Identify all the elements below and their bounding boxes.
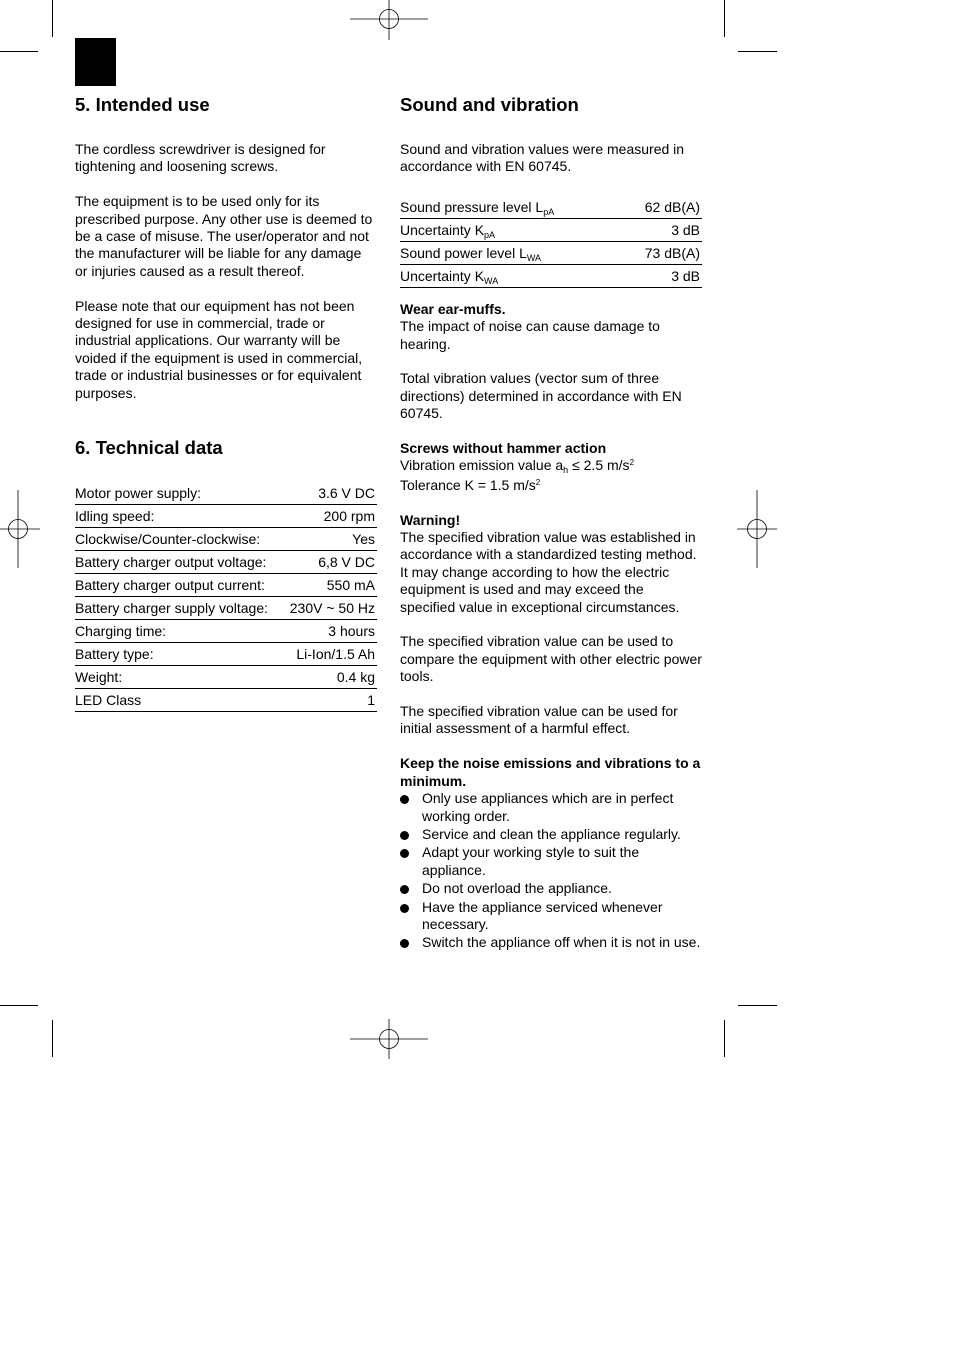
warning-heading: Warning!	[400, 511, 461, 528]
bullet-icon	[400, 904, 409, 913]
spec-label: LED Class	[75, 689, 283, 712]
spec-value: 6,8 V DC	[283, 551, 377, 574]
spec-label: Battery type:	[75, 643, 283, 666]
language-tab-block	[75, 38, 116, 86]
spec-value: 200 rpm	[283, 505, 377, 528]
list-item: Have the appliance serviced whenever necessary.	[400, 899, 702, 934]
left-column	[75, 93, 377, 712]
table-row	[75, 505, 377, 528]
sound-label: Uncertainty $K_{WA}$	[400, 264, 620, 287]
crop-mark	[0, 1005, 38, 1006]
crop-mark	[738, 1005, 777, 1006]
table-row	[400, 241, 702, 264]
list-item: Only use appliances which are in perfect working order.	[400, 790, 702, 825]
registration-mark-icon	[737, 490, 777, 568]
warning-paragraph: The specified vibration value was established in accordance with a standardized testing method. It may change according to how the electric equipment is used and may exceed the specified value in exceptional circumstances.	[400, 529, 697, 615]
table-row	[75, 597, 377, 620]
technical-data-table	[75, 482, 377, 712]
spec-label: Motor power supply:	[75, 482, 283, 505]
crop-mark	[0, 51, 38, 52]
spec-label: Battery charger output voltage:	[75, 551, 283, 574]
table-row	[75, 482, 377, 505]
spec-value: 550 mA	[283, 574, 377, 597]
crop-mark	[738, 51, 777, 52]
registration-mark-icon	[350, 1019, 428, 1059]
list-item: Adapt your working style to suit the appliance.	[400, 844, 702, 879]
spec-label: Idling speed:	[75, 505, 283, 528]
spec-value: 230V ~ 50 Hz	[283, 597, 377, 620]
registration-mark-icon	[0, 490, 40, 568]
sound-label: Sound pressure level $L_{pA}$	[400, 196, 620, 219]
bullet-icon	[400, 849, 409, 858]
spec-value: 3.6 V DC	[283, 482, 377, 505]
minimize-heading: Keep the noise emissions and vibrations to a minimum.	[400, 755, 701, 789]
spec-value: 1	[283, 689, 377, 712]
list-item: Do not overload the appliance.	[400, 880, 702, 897]
crop-mark	[724, 1020, 725, 1057]
vibration-emission-value: Vibration emission value $a_h \le 2.5$ $m/s^2$	[400, 457, 635, 476]
earmuffs-text: The impact of noise can cause damage to hearing.	[400, 318, 660, 352]
sound-value: 3 dB	[620, 264, 702, 287]
spec-value: 3 hours	[283, 620, 377, 643]
earmuffs-heading: Wear ear-muffs.	[400, 300, 506, 317]
spec-label: Clockwise/Counter-clockwise:	[75, 528, 283, 551]
table-row	[75, 643, 377, 666]
right-column	[400, 93, 702, 953]
table-row	[75, 574, 377, 597]
sound-vibration-heading: Sound and vibration	[400, 94, 579, 115]
list-item: Service and clean the appliance regularly.	[400, 826, 702, 843]
sound-value: 62 dB(A)	[620, 196, 702, 219]
table-row	[400, 264, 702, 287]
table-row	[400, 218, 702, 241]
table-row	[75, 666, 377, 689]
technical-data-heading: 6. Technical data	[75, 437, 223, 459]
crop-mark	[52, 1020, 53, 1057]
table-row	[75, 620, 377, 643]
tolerance-value: Tolerance K = 1.5 $m/s^2$	[400, 476, 541, 493]
table-row	[75, 689, 377, 712]
sound-value: 73 dB(A)	[620, 241, 702, 264]
sound-table	[400, 196, 702, 288]
sound-value: 3 dB	[620, 218, 702, 241]
spec-value: 0.4 kg	[283, 666, 377, 689]
bullet-icon	[400, 795, 409, 804]
spec-label: Battery charger output current:	[75, 574, 283, 597]
screws-heading: Screws without hammer action	[400, 440, 607, 457]
crop-mark	[52, 0, 53, 37]
warning-paragraph: The specified vibration value can be used for initial assessment of a harmful effect.	[400, 703, 678, 737]
intended-use-heading: 5. Intended use	[75, 94, 210, 115]
bullet-icon	[400, 831, 409, 840]
spec-value: Li-Ion/1.5 Ah	[283, 643, 377, 666]
table-row	[75, 551, 377, 574]
sound-label: Uncertainty $K_{pA}$	[400, 218, 620, 241]
sound-intro: Sound and vibration values were measured in accordance with EN 60745.	[400, 141, 685, 175]
crop-mark	[724, 0, 725, 37]
bullet-icon	[400, 885, 409, 894]
table-row	[75, 528, 377, 551]
spec-label: Battery charger supply voltage:	[75, 597, 283, 620]
vibration-text: Total vibration values (vector sum of three directions) determined in accordance with EN 60745.	[400, 370, 682, 422]
minimize-list	[400, 790, 702, 952]
list-item: Switch the appliance off when it is not in use.	[400, 934, 702, 951]
intended-use-paragraph: Please note that our equipment has not been designed for use in commercial, trade or industrial applications. Our warranty will be voided if the equipment is used in commercial, trade or industrial businesses or for equivalent purposes.	[75, 297, 363, 401]
intended-use-paragraph: The equipment is to be used only for its prescribed purpose. Any other use is deemed to be a case of misuse. The user/operator and not the manufacturer will be liable for any damage or injuries caused as a result thereof.	[75, 193, 373, 279]
warning-paragraph: The specified vibration value can be used to compare the equipment with other electric power tools.	[400, 633, 702, 685]
registration-mark-icon	[350, 0, 428, 40]
sound-label: Sound power level $L_{WA}$	[400, 241, 620, 264]
bullet-icon	[400, 939, 409, 948]
spec-label: Charging time:	[75, 620, 283, 643]
intended-use-paragraph: The cordless screwdriver is designed for tightening and loosening screws.	[75, 141, 326, 175]
spec-label: Weight:	[75, 666, 283, 689]
spec-value: Yes	[283, 528, 377, 551]
table-row	[400, 196, 702, 219]
